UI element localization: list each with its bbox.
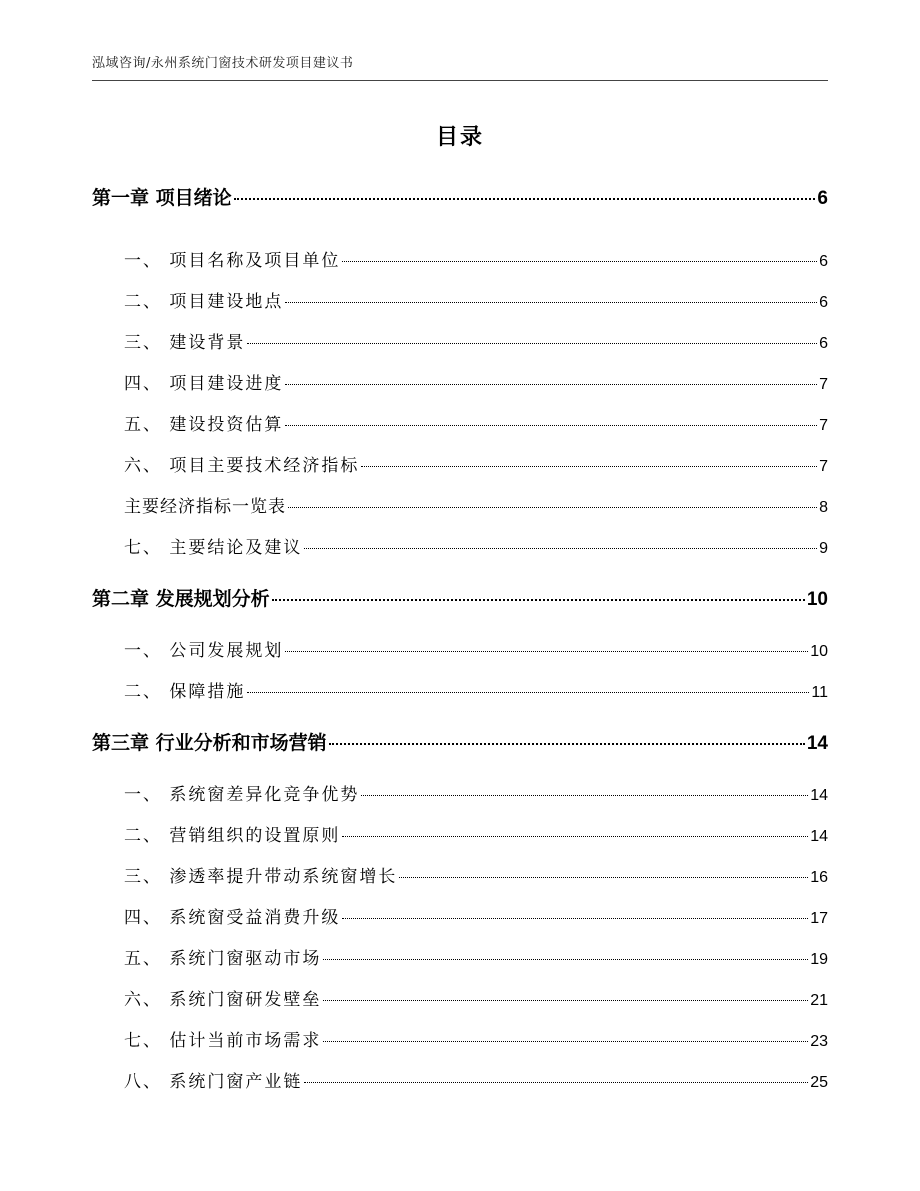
toc-page-number: 17 (810, 910, 828, 927)
toc-entry[interactable] (92, 451, 828, 476)
dot-leader (342, 836, 808, 837)
toc-page-number: 16 (810, 869, 828, 886)
toc-entry[interactable] (92, 533, 828, 558)
dot-leader (247, 692, 809, 693)
toc-entry[interactable] (92, 903, 828, 928)
toc-page-number: 8 (819, 499, 828, 516)
toc-entry-label: 四、 系统窗受益消费升级 (124, 908, 341, 928)
toc-entry-label: 七、 主要结论及建议 (124, 538, 303, 558)
toc-entry[interactable] (92, 328, 828, 353)
toc-page-number: 11 (811, 684, 828, 701)
toc-entry-label: 一、 系统窗差异化竞争优势 (124, 785, 360, 805)
toc-page-number: 10 (810, 643, 828, 660)
dot-leader (329, 743, 805, 745)
dot-leader (288, 507, 817, 508)
toc-entry[interactable] (92, 862, 828, 887)
toc-page-number: 6 (819, 253, 828, 270)
toc-page-number: 7 (819, 417, 828, 434)
toc-entry-label: 第二章 发展规划分析 (92, 588, 270, 610)
dot-leader (342, 261, 817, 262)
toc-entry-label: 八、 系统门窗产业链 (124, 1072, 303, 1092)
toc-entry-label: 七、 估计当前市场需求 (124, 1031, 322, 1051)
toc-entry[interactable] (92, 985, 828, 1010)
toc-entry[interactable] (92, 1026, 828, 1051)
dot-leader (272, 599, 805, 601)
toc-page-number: 7 (819, 376, 828, 393)
toc-page-number: 23 (810, 1033, 828, 1050)
toc-chapter-3[interactable] (92, 728, 828, 755)
toc-page-number: 14 (810, 828, 828, 845)
header-divider (92, 80, 828, 81)
toc-entry-label: 二、 项目建设地点 (124, 292, 284, 312)
toc-entry-label: 二、 营销组织的设置原则 (124, 826, 341, 846)
toc-entry-label: 第三章 行业分析和市场营销 (92, 732, 327, 754)
toc-entry[interactable] (92, 492, 828, 517)
toc-entry-label: 二、 保障措施 (124, 682, 246, 702)
toc-page-number: 14 (810, 787, 828, 804)
toc-page-number: 14 (806, 733, 828, 754)
dot-leader (323, 959, 808, 960)
dot-leader (285, 651, 808, 652)
dot-leader (304, 1082, 808, 1083)
toc-page-number: 10 (806, 589, 828, 610)
toc-page-number: 9 (819, 540, 828, 557)
toc-title: 目录 (435, 125, 484, 150)
toc-page-number: 19 (810, 951, 828, 968)
toc-entry[interactable] (92, 821, 828, 846)
dot-leader (399, 877, 808, 878)
toc-entry[interactable] (92, 1067, 828, 1092)
page-header: 泓域咨询/永州系统门窗技术研发项目建议书 (92, 56, 354, 71)
toc-page-number: 21 (810, 992, 828, 1009)
toc-entry[interactable] (92, 287, 828, 312)
toc-entry-label: 四、 项目建设进度 (124, 374, 284, 394)
dot-leader (342, 918, 808, 919)
dot-leader (285, 302, 817, 303)
toc-entry-label: 六、 系统门窗研发壁垒 (124, 990, 322, 1010)
toc-entry[interactable] (92, 369, 828, 394)
toc-page-number: 25 (810, 1074, 828, 1091)
toc-page-number: 7 (819, 458, 828, 475)
toc-chapter-1[interactable] (92, 183, 828, 210)
toc-chapter-2[interactable] (92, 584, 828, 611)
toc-entry[interactable] (92, 944, 828, 969)
toc-entry-label: 六、 项目主要技术经济指标 (124, 456, 360, 476)
toc-entry-label: 三、 建设背景 (124, 333, 246, 353)
dot-leader (285, 384, 817, 385)
toc-entry-label: 第一章 项目绪论 (92, 187, 232, 209)
dot-leader (234, 198, 816, 200)
toc-entry-label: 一、 项目名称及项目单位 (124, 251, 341, 271)
toc-entry[interactable] (92, 410, 828, 435)
toc-entry-label: 五、 系统门窗驱动市场 (124, 949, 322, 969)
toc-entry[interactable] (92, 636, 828, 661)
toc-entry-label: 一、 公司发展规划 (124, 641, 284, 661)
toc-page-number: 6 (819, 294, 828, 311)
toc-entry[interactable] (92, 677, 828, 702)
toc-entry[interactable] (92, 780, 828, 805)
dot-leader (304, 548, 817, 549)
dot-leader (285, 425, 817, 426)
dot-leader (361, 795, 808, 796)
dot-leader (323, 1041, 808, 1042)
dot-leader (247, 343, 817, 344)
toc-entry-label: 五、 建设投资估算 (124, 415, 284, 435)
dot-leader (361, 466, 817, 467)
toc-page-number: 6 (817, 188, 828, 209)
toc-entry-label: 三、 渗透率提升带动系统窗增长 (124, 867, 398, 887)
dot-leader (323, 1000, 808, 1001)
toc-page-number: 6 (819, 335, 828, 352)
toc-entry[interactable] (92, 246, 828, 271)
toc-entry-label: 主要经济指标一览表 (124, 497, 286, 517)
